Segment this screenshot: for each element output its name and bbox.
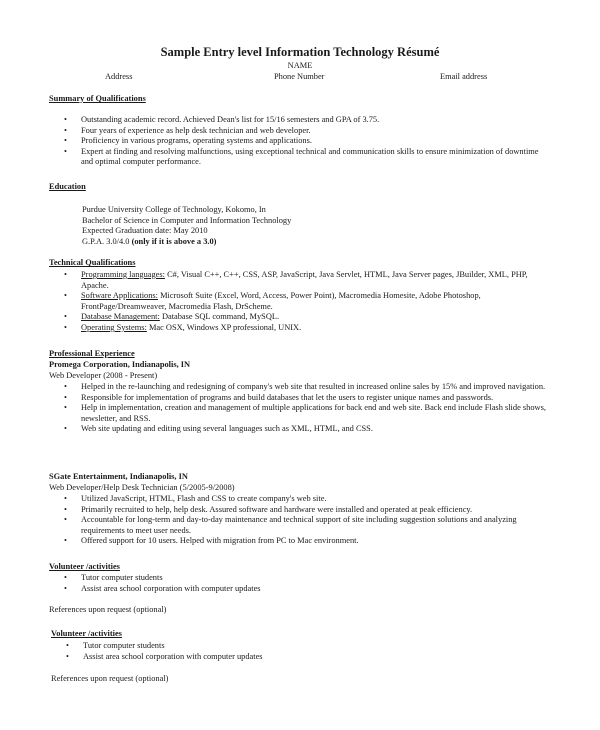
tech-label: Database Management: [81, 312, 160, 322]
job2-list [49, 494, 559, 547]
list-item: • Tutor computer students [51, 641, 551, 652]
list-item: • Assist area school corporation with computer updates [49, 584, 549, 595]
volunteer-heading-2: Volunteer /activities [51, 629, 122, 638]
tech-text: Database SQL command, MySQL. [159, 312, 280, 322]
references-line-2: References upon request (optional) [51, 674, 169, 683]
tech-text: C#, Visual C++, C++, CSS, ASP, JavaScript, Java Servlet, HTML, Java Server pages, JBuilder, XML, PHP, Apache. [81, 270, 528, 290]
resume-title: Sample Entry level Information Technology Résumé [160, 45, 440, 59]
list-item: • Help in implementation, creation and management of multiple applications for back end and web site. Back end include Flash slide shows, newsletter, and RSS. [49, 403, 559, 424]
address-label: Address [105, 72, 133, 81]
summary-list [49, 115, 549, 168]
list-item: • Tutor computer students [49, 573, 549, 584]
job2-role: Web Developer/Help Desk Technician (5/2005-9/2008) [49, 483, 235, 492]
job2-company: SGate Entertainment, Indianapolis, IN [49, 472, 188, 481]
list-item [64, 312, 554, 323]
experience-heading: Professional Experience [49, 349, 135, 358]
education-heading: Education [49, 182, 86, 191]
list-item: • Outstanding academic record. Achieved Dean's list for 15/16 semesters and GPA of 3.75. [49, 115, 549, 126]
technical-heading: Technical Qualifications [49, 258, 136, 267]
job1-company: Promega Corporation, Indianapolis, IN [49, 360, 191, 369]
degree-line: Bachelor of Science in Computer and Information Technology [82, 215, 292, 225]
summary-heading: Summary of Qualifications [49, 94, 146, 103]
graduation-line: Expected Graduation date: May 2010 [82, 226, 208, 236]
list-item: • Helped in the re-launching and redesigning of company's web site that resulted in increased online sales by 15% and improved navigation. [49, 382, 559, 393]
tech-text: Microsoft Suite (Excel, Word, Access, Power Point), Macromedia Homesite, Adobe Photoshop, FrontPage/Dreamweaver, Macromedia Flash, DrScheme. [81, 291, 481, 311]
list-item: • Four years of experience as help desk technician and web developer. [49, 126, 549, 137]
job1-list [49, 382, 559, 435]
references-line: References upon request (optional) [49, 605, 167, 614]
list-item: • Accountable for long-term and day-to-day maintenance and technical support of site including suggestion solutions and analyzing requirements to meet user needs. [49, 515, 559, 536]
list-item: • Utilized JavaScript, HTML, Flash and CSS to create company's web site. [49, 494, 559, 505]
tech-text: Mac OSX, Windows XP professional, UNIX. [146, 322, 302, 332]
volunteer-list-2 [51, 641, 551, 662]
tech-label: Operating Systems: [81, 322, 147, 332]
education-block [82, 205, 562, 247]
list-item [64, 323, 554, 334]
school-line: Purdue University College of Technology, Kokomo, In [82, 205, 266, 214]
name-line: NAME [287, 61, 313, 70]
gpa-value: G.P.A. 3.0/4.0 [82, 236, 130, 246]
list-item: • Assist area school corporation with computer updates [51, 652, 551, 663]
gpa-line [82, 237, 562, 248]
list-item [64, 270, 554, 291]
list-item: • Primarily recruited to help, help desk. Assured software and hardware were installed and operated at peak efficiency. [49, 505, 559, 516]
technical-list [64, 270, 554, 334]
tech-label: Programming languages: [81, 270, 165, 279]
list-item: • Proficiency in various programs, operating systems and applications. [49, 136, 549, 147]
volunteer-list [49, 573, 549, 594]
email-label: Email address [440, 72, 488, 81]
list-item: • Expert at finding and resolving malfunctions, using exceptional technical and communication skills to ensure minimization of downtime and optimal computer performance. [49, 147, 549, 168]
list-item: • Offered support for 10 users. Helped with migration from PC to Mac environment. [49, 536, 559, 547]
list-item: • Web site updating and editing using several languages such as XML, HTML, and CSS. [49, 424, 559, 435]
phone-label: Phone Number [274, 72, 325, 81]
tech-label: Software Applications: [81, 291, 158, 301]
list-item [64, 291, 554, 312]
volunteer-heading: Volunteer /activities [49, 562, 120, 571]
list-item: • Responsible for implementation of programs and build databases that let the users to register unique names and passwords. [49, 393, 559, 404]
gpa-note: (only if it is above a 3.0) [131, 236, 217, 246]
job1-role: Web Developer (2008 - Present) [49, 371, 158, 380]
